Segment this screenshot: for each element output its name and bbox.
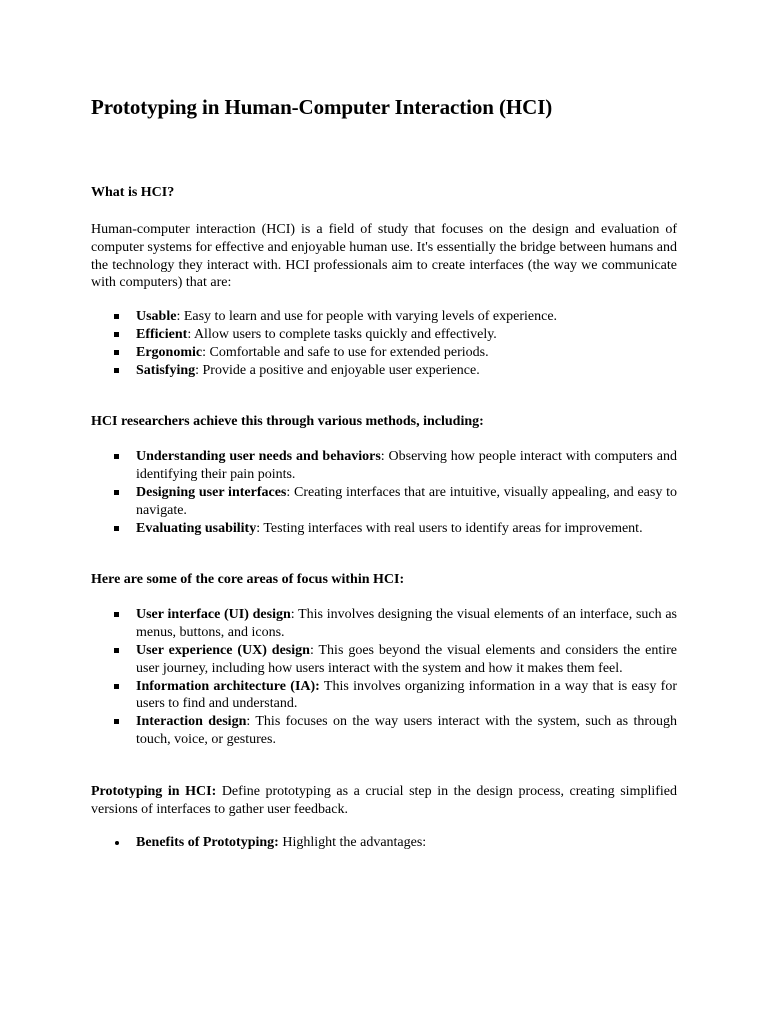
list-item-term: Evaluating usability (136, 520, 257, 536)
square-bullet-icon (114, 612, 119, 617)
hci-methods-list (91, 448, 677, 537)
list-item-term: Ergonomic (136, 344, 203, 360)
list-item-term: Efficient (136, 326, 188, 342)
square-bullet-icon (114, 719, 119, 724)
list-item-text: : This focuses on the way users interact with the system, such as through touch, voice, or gestures. (136, 714, 678, 747)
square-bullet-icon (114, 454, 119, 459)
list-item (91, 678, 677, 714)
hci-qualities-list (91, 308, 677, 379)
list-item (91, 520, 677, 538)
section-heading-what-is-hci: What is HCI? (91, 185, 175, 200)
list-item (91, 642, 677, 678)
list-item (91, 308, 677, 326)
document-title: Prototyping in Human-Computer Interaction (HCI) (91, 95, 553, 119)
list-item-text: : Creating interfaces that are intuitive, visually appealing, and easy to navigate. (136, 484, 677, 518)
list-item (91, 484, 677, 520)
list-item-term: Satisfying (136, 362, 196, 378)
prototyping-list (91, 834, 677, 852)
square-bullet-icon (114, 490, 119, 495)
list-item (91, 606, 677, 642)
list-item-term: Benefits of Prototyping: (136, 835, 279, 851)
list-item-text: : Testing interfaces with real users to identify areas for improvement. (256, 520, 643, 536)
intro-paragraph: Human-computer interaction (HCI) is a field of study that focuses on the design and evaluation of computer systems for effective and enjoyable human use. It's essentially the bridge between humans and the technology they interact with. HCI professionals aim to create interfaces (the way we communicate with computers) that are: (91, 222, 677, 291)
list-item-term: Designing user interfaces (136, 484, 287, 500)
list-item-text: : Comfortable and safe to use for extended periods. (202, 344, 489, 360)
square-bullet-icon (114, 648, 119, 653)
list-item-text: : This involves designing the visual elements of an interface, such as menus, buttons, and icons. (136, 607, 677, 641)
list-item (91, 344, 677, 362)
square-bullet-icon (114, 368, 119, 373)
list-item-term: User interface (UI) design (136, 607, 291, 623)
prototyping-lead: Prototyping in HCI: (91, 783, 217, 799)
list-item-text: This involves organizing information in a way that is easy for users to find and understand. (136, 678, 678, 712)
list-item-text: : Provide a positive and enjoyable user experience. (195, 362, 480, 378)
list-item (91, 713, 677, 749)
list-item (91, 834, 677, 852)
prototyping-text: Define prototyping as a crucial step in the design process, creating simplified versions of interfaces to gather user feedback. (91, 783, 677, 817)
square-bullet-icon (114, 684, 119, 689)
list-item-term: Understanding user needs and behaviors (136, 449, 381, 465)
section-heading-methods: HCI researchers achieve this through various methods, including: (91, 414, 484, 430)
square-bullet-icon (114, 526, 119, 531)
list-item-text: : Allow users to complete tasks quickly and effectively. (187, 326, 497, 342)
round-bullet-icon (115, 841, 119, 845)
document-body (91, 92, 677, 852)
list-item (91, 362, 677, 380)
list-item (91, 326, 677, 344)
core-areas-list (91, 606, 677, 748)
square-bullet-icon (114, 332, 119, 337)
list-item-text: : This goes beyond the visual elements and considers the entire user journey, including how users interact with the system and how it makes them feel. (136, 642, 677, 676)
list-item (91, 448, 677, 484)
square-bullet-icon (114, 314, 119, 319)
prototyping-paragraph (91, 783, 677, 819)
list-item-text: : Observing how people interact with computers and identifying their pain points. (136, 449, 677, 483)
list-item-text: : Easy to learn and use for people with varying levels of experience. (176, 309, 558, 325)
square-bullet-icon (114, 350, 119, 355)
list-item-term: Usable (136, 309, 177, 325)
list-item-term: Interaction design (136, 714, 247, 730)
section-heading-core-areas: Here are some of the core areas of focus within HCI: (91, 572, 405, 588)
list-item-term: User experience (UX) design (136, 642, 310, 658)
list-item-term: Information architecture (IA): (136, 678, 320, 694)
list-item-text: Highlight the advantages: (278, 835, 427, 851)
